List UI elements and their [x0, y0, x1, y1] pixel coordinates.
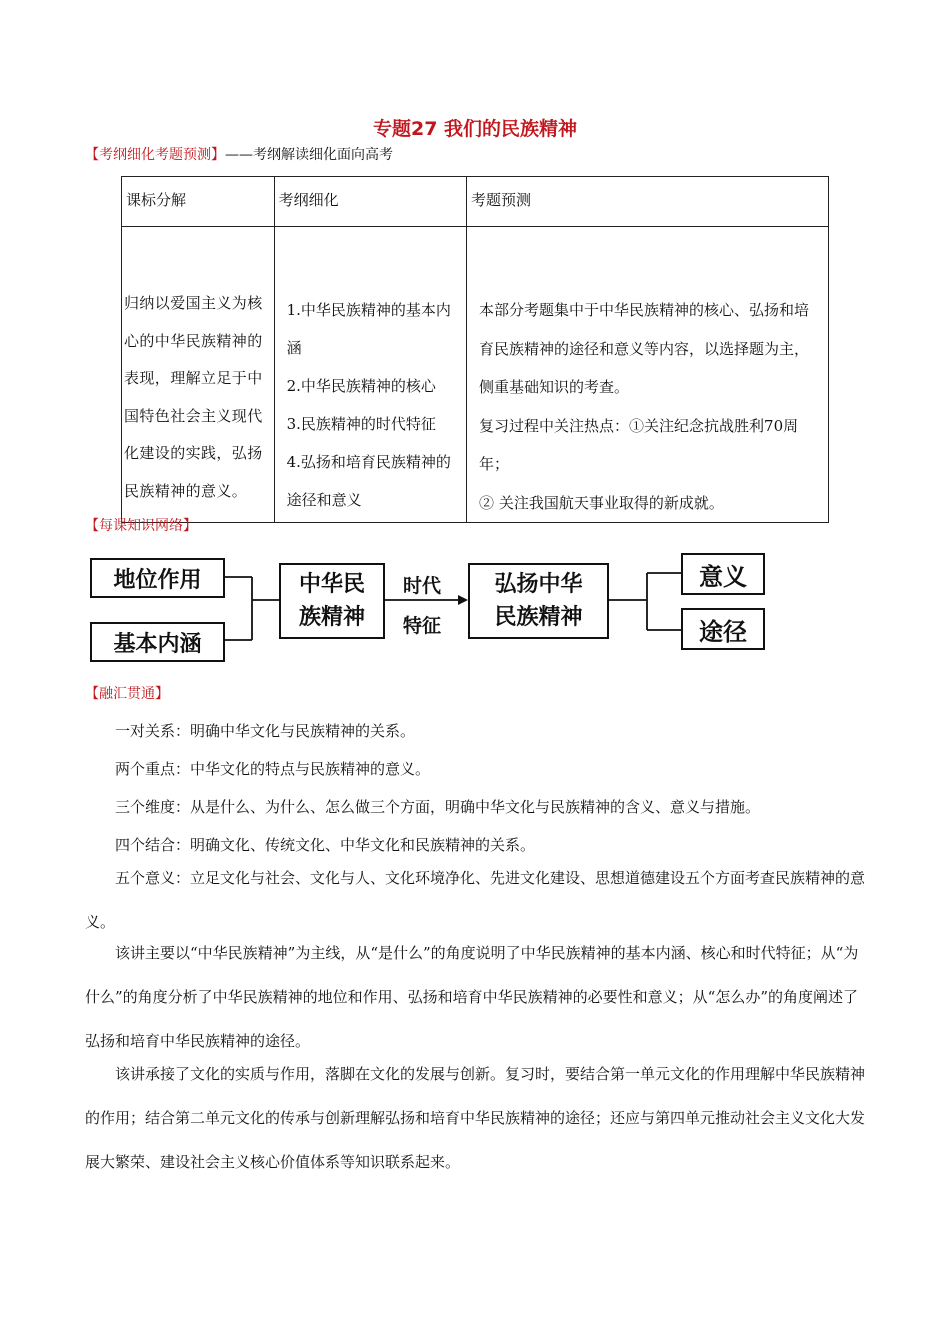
hotspot-text: ② 关注我国航天事业取得的新成就。	[479, 493, 724, 512]
integration-section-label: 【融汇贯通】	[85, 686, 169, 702]
integration-line: 四个结合：明确文化、传统文化、中华文化和民族精神的关系。	[115, 836, 536, 854]
list-item: 4.弘扬和培育民族精神的途径和意义	[286, 453, 451, 509]
list-item: 2.中华民族精神的核心	[286, 377, 436, 395]
outline-section-subtitle: ——考纲解读细化面向高考	[225, 147, 393, 163]
table-row	[122, 227, 829, 523]
list-item: 1.中华民族精神的基本内涵	[286, 301, 451, 357]
summary-paragraph: 该讲承接了文化的实质与作用，落脚在文化的发展与创新。复习时，要结合第一单元文化的作用理解中华民族精神的作用；结合第二单元文化的传承与创新理解弘扬和培育中华民族精神的途径；还应与第四单元推动社会主义文化大发展大繁荣、建设社会主义核心价值体系等知识联系起来。	[85, 1065, 866, 1171]
prediction-text: 本部分考题集中于中华民族精神的核心、弘扬和培育民族精神的途径和意义等内容，以选择题为主，侧重基础知识的考查。	[479, 301, 810, 396]
outline-table	[121, 176, 829, 523]
network-node-basic-content: 基本内涵	[90, 622, 225, 662]
table-header-cell: 考题预测	[467, 177, 829, 227]
network-section-label: 【每课知识网络】	[85, 518, 197, 534]
list-item: 3.民族精神的时代特征	[286, 415, 436, 433]
table-header-cell: 考纲细化	[274, 177, 466, 227]
integration-line: 一对关系：明确中华文化与民族精神的关系。	[115, 722, 416, 740]
network-node-promote-spirit: 弘扬中华 民族精神	[468, 563, 609, 639]
curriculum-text: 归纳以爱国主义为核心的中华民族精神的表现，理解立足于中国特色社会主义现代化建设的实践，弘扬民族精神的意义。	[124, 294, 263, 500]
network-arrow-label-era: 时代	[403, 575, 442, 597]
table-cell	[467, 227, 829, 523]
integration-line: 五个意义：立足文化与社会、文化与人、文化环境净化、先进文化建设、思想道德建设五个方面考查民族精神的意义。	[85, 869, 866, 931]
network-arrow-label-feature: 特征	[403, 615, 442, 637]
network-node-national-spirit: 中华民 族精神	[279, 563, 385, 639]
integration-line: 三个维度：从是什么、为什么、怎么做三个方面，明确中华文化与民族精神的含义、意义与措施。	[115, 798, 761, 816]
table-header-row	[122, 177, 829, 227]
network-node-status-role: 地位作用	[90, 558, 225, 598]
arrow-head-icon	[458, 595, 468, 605]
table-cell	[274, 227, 466, 523]
table-cell	[122, 227, 275, 523]
summary-paragraph: 该讲主要以“中华民族精神”为主线，从“是什么”的角度说明了中华民族精神的基本内涵、核心和时代特征；从“为什么”的角度分析了中华民族精神的地位和作用、弘扬和培育中华民族精神的必要性和意义；从“怎么办”的角度阐述了弘扬和培育中华民族精神的途径。	[85, 944, 859, 1050]
table-header-cell: 课标分解	[122, 177, 275, 227]
network-node-significance: 意义	[681, 553, 765, 595]
network-node-approach: 途径	[681, 608, 765, 650]
outline-section-header	[85, 144, 393, 164]
integration-line: 两个重点：中华文化的特点与民族精神的意义。	[115, 760, 431, 778]
hotspot-text: 复习过程中关注热点：①关注纪念抗战胜利70周年；	[479, 416, 799, 473]
outline-section-label: 【考纲细化考题预测】	[85, 147, 225, 163]
page-title: 专题27 我们的民族精神	[372, 118, 578, 140]
